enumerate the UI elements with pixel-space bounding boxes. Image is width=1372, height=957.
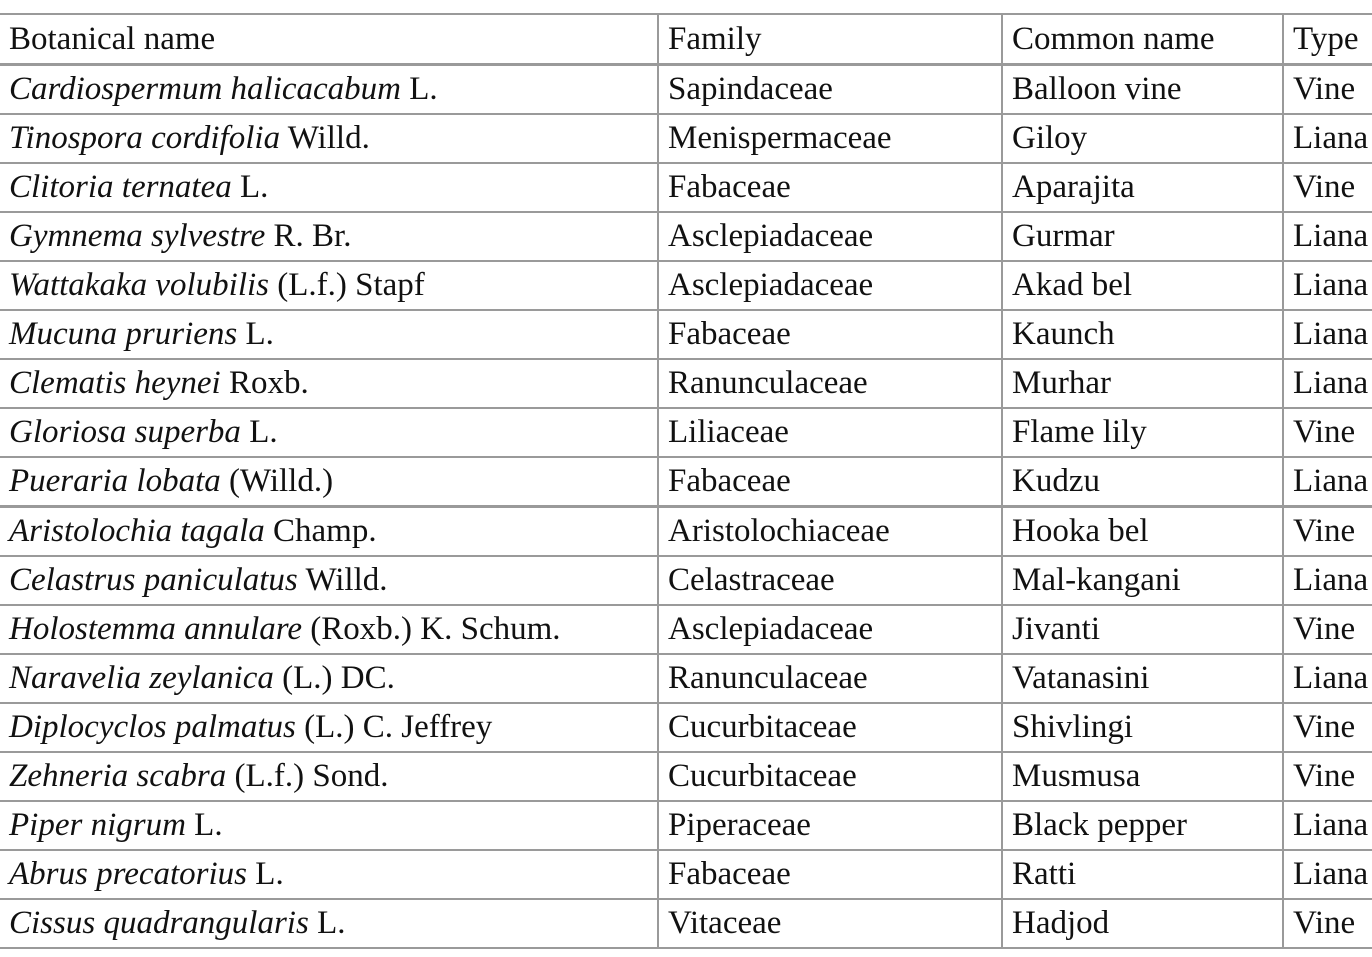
table-row bbox=[0, 114, 1372, 163]
table-row bbox=[0, 605, 1372, 654]
cell-type: Vine bbox=[1283, 163, 1372, 212]
cell-family: Celastraceae bbox=[658, 556, 1002, 605]
cell-botanical-name bbox=[0, 163, 658, 212]
cell-botanical-name bbox=[0, 703, 658, 752]
table-row bbox=[0, 212, 1372, 261]
species-name: Abrus precatorius bbox=[9, 856, 248, 892]
cell-type: Liana bbox=[1283, 556, 1372, 605]
cell-common-name: Mal-kangani bbox=[1002, 556, 1283, 605]
cell-type: Vine bbox=[1283, 507, 1372, 557]
cell-common-name: Ratti bbox=[1002, 850, 1283, 899]
cell-common-name: Hadjod bbox=[1002, 899, 1283, 948]
author-citation: L. bbox=[249, 414, 278, 450]
author-citation: L. bbox=[317, 905, 346, 941]
cell-family: Fabaceae bbox=[658, 457, 1002, 507]
cell-family: Fabaceae bbox=[658, 163, 1002, 212]
species-name: Gymnema sylvestre bbox=[9, 218, 266, 254]
cell-family: Sapindaceae bbox=[658, 65, 1002, 115]
cell-botanical-name bbox=[0, 212, 658, 261]
table-row bbox=[0, 261, 1372, 310]
species-name: Cardiospermum halicacabum bbox=[9, 71, 402, 107]
cell-common-name: Aparajita bbox=[1002, 163, 1283, 212]
cell-family: Menispermaceae bbox=[658, 114, 1002, 163]
cell-type: Vine bbox=[1283, 752, 1372, 801]
author-citation: (L.) C. Jeffrey bbox=[304, 709, 493, 745]
cell-common-name: Vatanasini bbox=[1002, 654, 1283, 703]
species-name: Wattakaka volubilis bbox=[9, 267, 270, 303]
cell-type: Vine bbox=[1283, 605, 1372, 654]
species-name: Zehneria scabra bbox=[9, 758, 227, 794]
cell-type: Liana bbox=[1283, 654, 1372, 703]
cell-type: Liana bbox=[1283, 212, 1372, 261]
cell-type: Vine bbox=[1283, 703, 1372, 752]
cell-type: Liana bbox=[1283, 359, 1372, 408]
table-row bbox=[0, 752, 1372, 801]
cell-type: Vine bbox=[1283, 899, 1372, 948]
cell-type: Vine bbox=[1283, 408, 1372, 457]
cell-botanical-name bbox=[0, 899, 658, 948]
species-name: Cissus quadrangularis bbox=[9, 905, 309, 941]
species-name: Naravelia zeylanica bbox=[9, 660, 274, 696]
cell-common-name: Black pepper bbox=[1002, 801, 1283, 850]
cell-common-name: Gurmar bbox=[1002, 212, 1283, 261]
table-row bbox=[0, 65, 1372, 115]
author-citation: L. bbox=[245, 316, 274, 352]
species-name: Diplocyclos palmatus bbox=[9, 709, 296, 745]
cell-common-name: Shivlingi bbox=[1002, 703, 1283, 752]
author-citation: L. bbox=[255, 856, 284, 892]
author-citation: Willd. bbox=[305, 562, 388, 598]
species-name: Holostemma annulare bbox=[9, 611, 303, 647]
table-row bbox=[0, 801, 1372, 850]
author-citation: L. bbox=[240, 169, 269, 205]
cell-type: Liana bbox=[1283, 114, 1372, 163]
table-row bbox=[0, 507, 1372, 557]
header-family: Family bbox=[658, 14, 1002, 65]
table-row bbox=[0, 408, 1372, 457]
cell-common-name: Balloon vine bbox=[1002, 65, 1283, 115]
cell-type: Liana bbox=[1283, 457, 1372, 507]
species-name: Gloriosa superba bbox=[9, 414, 241, 450]
table-row bbox=[0, 654, 1372, 703]
author-citation: L. bbox=[409, 71, 438, 107]
cell-botanical-name bbox=[0, 457, 658, 507]
author-citation: Willd. bbox=[287, 120, 370, 156]
cell-family: Asclepiadaceae bbox=[658, 261, 1002, 310]
cell-family: Vitaceae bbox=[658, 899, 1002, 948]
species-name: Celastrus paniculatus bbox=[9, 562, 298, 598]
cell-family: Aristolochiaceae bbox=[658, 507, 1002, 557]
author-citation: (L.) DC. bbox=[282, 660, 395, 696]
cell-family: Liliaceae bbox=[658, 408, 1002, 457]
cell-common-name: Kudzu bbox=[1002, 457, 1283, 507]
plants-table bbox=[0, 13, 1372, 949]
header-type: Type bbox=[1283, 14, 1372, 65]
cell-common-name: Akad bel bbox=[1002, 261, 1283, 310]
cell-common-name: Murhar bbox=[1002, 359, 1283, 408]
cell-type: Liana bbox=[1283, 261, 1372, 310]
cell-botanical-name bbox=[0, 850, 658, 899]
cell-botanical-name bbox=[0, 310, 658, 359]
cell-type: Liana bbox=[1283, 850, 1372, 899]
cell-botanical-name bbox=[0, 556, 658, 605]
table-row bbox=[0, 899, 1372, 948]
table-row bbox=[0, 556, 1372, 605]
table-row bbox=[0, 850, 1372, 899]
species-name: Clitoria ternatea bbox=[9, 169, 232, 205]
cell-type: Liana bbox=[1283, 310, 1372, 359]
species-name: Mucuna pruriens bbox=[9, 316, 238, 352]
header-row bbox=[0, 14, 1372, 65]
table-row bbox=[0, 163, 1372, 212]
header-common-name: Common name bbox=[1002, 14, 1283, 65]
cell-type: Liana bbox=[1283, 801, 1372, 850]
species-name: Aristolochia tagala bbox=[9, 513, 265, 549]
species-name: Tinospora cordifolia bbox=[9, 120, 281, 156]
table-header bbox=[0, 14, 1372, 65]
species-name: Clematis heynei bbox=[9, 365, 221, 401]
cell-family: Asclepiadaceae bbox=[658, 605, 1002, 654]
cell-family: Ranunculaceae bbox=[658, 359, 1002, 408]
header-botanical-name: Botanical name bbox=[0, 14, 658, 65]
cell-common-name: Hooka bel bbox=[1002, 507, 1283, 557]
cell-family: Cucurbitaceae bbox=[658, 752, 1002, 801]
cell-family: Asclepiadaceae bbox=[658, 212, 1002, 261]
cell-botanical-name bbox=[0, 114, 658, 163]
author-citation: Roxb. bbox=[228, 365, 309, 401]
table-row bbox=[0, 703, 1372, 752]
cell-common-name: Flame lily bbox=[1002, 408, 1283, 457]
cell-botanical-name bbox=[0, 359, 658, 408]
cell-common-name: Giloy bbox=[1002, 114, 1283, 163]
cell-botanical-name bbox=[0, 507, 658, 557]
author-citation: (L.f.) Sond. bbox=[234, 758, 389, 794]
table-row bbox=[0, 457, 1372, 507]
cell-family: Ranunculaceae bbox=[658, 654, 1002, 703]
cell-botanical-name bbox=[0, 605, 658, 654]
cell-family: Fabaceae bbox=[658, 310, 1002, 359]
cell-botanical-name bbox=[0, 801, 658, 850]
table-body bbox=[0, 65, 1372, 949]
table-row bbox=[0, 310, 1372, 359]
author-citation: Champ. bbox=[273, 513, 377, 549]
author-citation: (L.f.) Stapf bbox=[277, 267, 425, 303]
cell-family: Piperaceae bbox=[658, 801, 1002, 850]
author-citation: R. Br. bbox=[273, 218, 352, 254]
author-citation: (Willd.) bbox=[229, 463, 334, 499]
cell-botanical-name bbox=[0, 65, 658, 115]
cell-botanical-name bbox=[0, 408, 658, 457]
species-name: Piper nigrum bbox=[9, 807, 186, 843]
table-row bbox=[0, 359, 1372, 408]
cell-botanical-name bbox=[0, 752, 658, 801]
cell-botanical-name bbox=[0, 654, 658, 703]
cell-botanical-name bbox=[0, 261, 658, 310]
cell-family: Fabaceae bbox=[658, 850, 1002, 899]
cell-common-name: Musmusa bbox=[1002, 752, 1283, 801]
author-citation: (Roxb.) K. Schum. bbox=[310, 611, 561, 647]
cell-type: Vine bbox=[1283, 65, 1372, 115]
cell-family: Cucurbitaceae bbox=[658, 703, 1002, 752]
cell-common-name: Jivanti bbox=[1002, 605, 1283, 654]
cell-common-name: Kaunch bbox=[1002, 310, 1283, 359]
author-citation: L. bbox=[194, 807, 223, 843]
species-name: Pueraria lobata bbox=[9, 463, 221, 499]
